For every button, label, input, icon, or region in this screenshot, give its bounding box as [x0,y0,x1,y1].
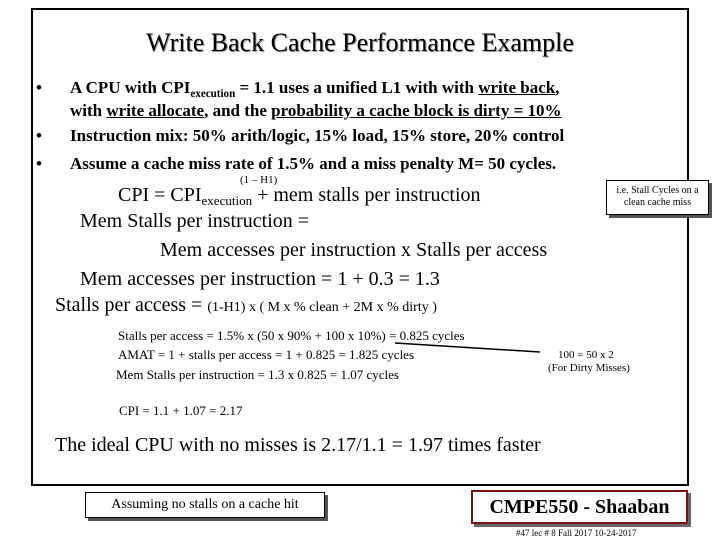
bullet-2: • Instruction mix: 50% arith/logic, 15% load, 15% store, 20% control [36,126,565,145]
course-badge: CMPE550 - Shaaban [471,490,688,524]
calc-mem-stalls: Mem Stalls per instruction = 1.3 x 0.825 = 1.07 cycles [116,367,399,382]
mem-accesses-equation: Mem accesses per instruction = 1 + 0.3 = 1.3 [80,268,440,290]
bullet-3: • Assume a cache miss rate of 1.5% and a miss penalty M= 50 cycles. [36,154,557,173]
bullet-marker: • [36,78,42,97]
cpi-equation: CPI = $CPI_{execution}$ + mem stalls per instruction [118,184,481,208]
calc-stalls-per-access: Stalls per access = 1.5% x (50 x 90% + 100 x 10%) = 0.825 cycles [118,328,465,343]
mem-stalls-equation: Mem Stalls per instruction = [80,210,310,232]
bullet-1: • A CPU with $CPI_{execution} = 1.1$ uses a unified L1 with with write back, [36,78,560,100]
mem-accesses-times-stalls: Mem accesses per instruction x Stalls per access [160,239,548,261]
conclusion: The ideal CPU with no misses is 2.17/1.1 = 1.97 times faster [55,434,541,456]
bullet-1-continued: with write allocate, and the probability a cache block is dirty = 10% [70,101,562,120]
clean-miss-note: i.e. Stall Cycles on a clean cache miss [606,180,709,215]
calc-cpi: CPI = 1.1 + 1.07 = 2.17 [119,403,243,418]
assumption-box: Assuming no stalls on a cache hit [85,492,325,518]
h1-label: (1 – H1) [240,174,278,186]
dirty-miss-note: 100 = 50 x 2 (For Dirty Misses) [548,349,630,374]
slide-footer: #47 lec # 8 Fall 2017 10-24-2017 [516,528,637,538]
slide-title: Write Back Cache Performance Example [146,28,574,57]
stalls-per-access-equation: Stalls per access = (1-H1) x ( M x % clean + 2M x % dirty ) [55,294,437,316]
calc-amat: AMAT = 1 + stalls per access = 1 + 0.825 = 1.825 cycles [118,347,415,362]
